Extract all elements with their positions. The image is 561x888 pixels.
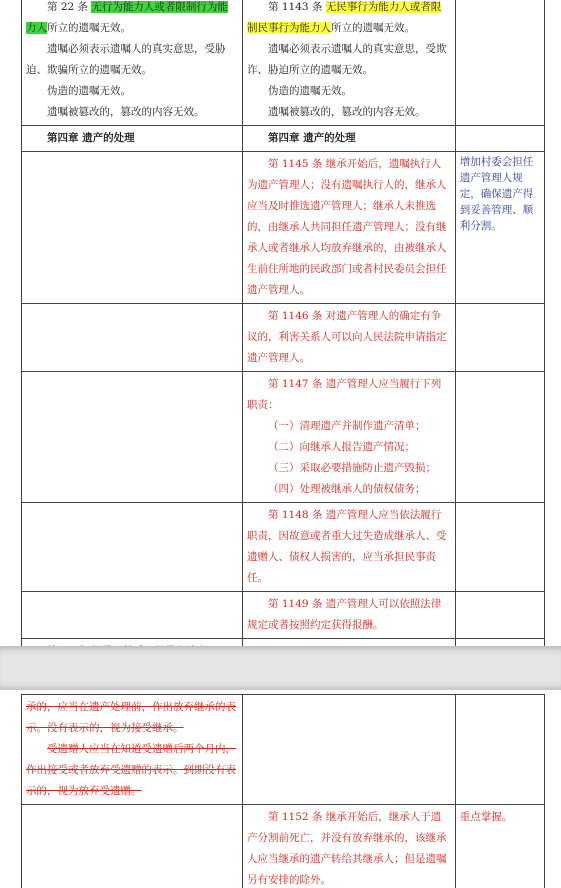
old-paragraph: 伪造的遗嘱无效。 bbox=[47, 85, 131, 97]
old-law-cell bbox=[22, 304, 243, 372]
list-item: （一）清理遗产并制作遗产清单； bbox=[268, 420, 426, 432]
new-law-cell bbox=[243, 695, 456, 805]
old-paragraph: 受遗赠人应当在知道受遗赠后两个月内，作出接受或者放弃受遗赠的表示。到期没有表示的，视为放弃受遗赠。 bbox=[26, 743, 236, 797]
highlight-yellow: 无民事行为能力人或者限制民事行为能力人 bbox=[247, 1, 442, 34]
old-law-cell bbox=[22, 805, 243, 888]
table-row bbox=[22, 503, 545, 592]
article-1146: 第 1146 条 对遗产管理人的确定有争议的，利害关系人可以向人民法院申请指定遗产管理人。 bbox=[243, 304, 456, 372]
table-row bbox=[22, 152, 545, 304]
article-1148: 第 1148 条 遗产管理人应当依法履行职责，因故意或者重大过失造成继承人、受遗赠人、债权人损害的，应当承担民事责任。 bbox=[243, 503, 456, 592]
chapter-heading-old: 第四章 遗产的处理 bbox=[22, 126, 243, 152]
new-article-1143: 第 1143 条 无民事行为能力人或者限制民事行为能力人所立的遗嘱无效。 bbox=[247, 1, 442, 34]
old-law-cell bbox=[22, 592, 243, 639]
article-1145: 第 1145 条 继承开始后，遗嘱执行人为遗产管理人；没有遗嘱执行人的，继承人应当及时推选遗产管理人；继承人未推选的，由继承人共同担任遗产管理人；没有继承人或者继承人均放弃继承的，由被继承人生前住所地的民政部门或者村民委员会担任遗产管理人。 bbox=[243, 152, 456, 304]
new-paragraph: 遗嘱必须表示遗嘱人的真实意思，受欺诈、胁迫所立的遗嘱无效。 bbox=[247, 43, 447, 76]
highlight-green: 无行为能力人或者限制行为能力人 bbox=[26, 1, 228, 34]
article-1149: 第 1149 条 遗产管理人可以依照法律规定或者按照约定获得报酬。 bbox=[243, 592, 456, 639]
document-page-2 bbox=[0, 690, 561, 888]
old-article-25-cont bbox=[22, 695, 243, 805]
old-law-cell bbox=[22, 0, 243, 126]
article-1147 bbox=[243, 372, 456, 503]
table-row bbox=[22, 304, 545, 372]
note-1152: 重点掌握。 bbox=[455, 805, 544, 888]
note-cell bbox=[455, 592, 544, 639]
table-row bbox=[22, 695, 545, 805]
new-paragraph: 伪造的遗嘱无效。 bbox=[268, 85, 353, 97]
table-row bbox=[22, 372, 545, 503]
note-cell bbox=[455, 503, 544, 592]
old-paragraph: 遗嘱必须表示遗嘱人的真实意思，受胁迫、欺骗所立的遗嘱无效。 bbox=[26, 43, 226, 76]
note-cell bbox=[455, 304, 544, 372]
list-item: （二）向继承人报告遗产情况； bbox=[268, 441, 416, 453]
note-cell bbox=[455, 126, 544, 152]
comparison-table bbox=[21, 0, 545, 658]
old-law-cell bbox=[22, 152, 243, 304]
new-law-cell bbox=[243, 0, 456, 126]
page-gap bbox=[0, 646, 561, 690]
note-cell bbox=[455, 0, 544, 126]
comparison-table-continued bbox=[21, 694, 545, 888]
note-1145: 增加村委会担任遗产管理人规定，确保遗产得到妥善管理、顺利分割。 bbox=[455, 152, 544, 304]
note-cell bbox=[455, 695, 544, 805]
note-cell bbox=[455, 372, 544, 503]
chapter-row bbox=[22, 126, 545, 152]
old-article-22: 第 22 条 无行为能力人或者限制行为能力人所立的遗嘱无效。 bbox=[26, 1, 228, 34]
new-paragraph: 遗嘱被篡改的，篡改的内容无效。 bbox=[268, 106, 426, 118]
article-1152: 第 1152 条 继承开始后，继承人于遗产分割前死亡，并没有放弃继承的，该继承人应当继承的遗产转给其继承人；但是遗嘱另有安排的除外。 bbox=[243, 805, 456, 888]
article-1147-head: 第 1147 条 遗产管理人应当履行下列职责： bbox=[247, 378, 442, 411]
list-item: （三）采取必要措施防止遗产毁损； bbox=[268, 462, 437, 474]
table-row bbox=[22, 592, 545, 639]
chapter-heading-new: 第四章 遗产的处理 bbox=[243, 126, 456, 152]
old-law-cell bbox=[22, 503, 243, 592]
list-item: （四）处理被继承人的债权债务； bbox=[268, 483, 426, 495]
old-paragraph: 承的，应当在遗产处理前，作出放弃继承的表示。没有表示的，视为接受继承。 bbox=[26, 701, 236, 734]
table-row bbox=[22, 0, 545, 126]
old-paragraph: 遗嘱被篡改的，篡改的内容无效。 bbox=[47, 106, 205, 118]
old-law-cell bbox=[22, 372, 243, 503]
table-row bbox=[22, 805, 545, 888]
